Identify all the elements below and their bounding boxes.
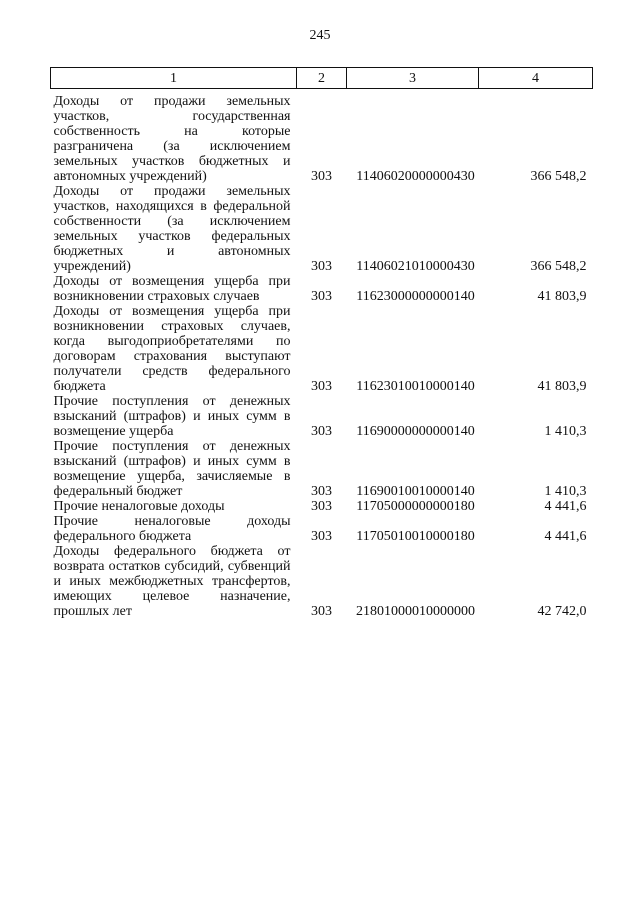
table-row	[51, 274, 593, 304]
amount: 41 803,9	[537, 289, 587, 304]
admin-code: 303	[311, 424, 332, 439]
kbk-code: 11406020000000430	[356, 169, 475, 184]
table-header-row	[51, 68, 593, 89]
revenue-description: Доходы от возмещения ущерба при возникновении страховых случаев, когда выгодоприобретателями по договорам страхования выступают получатели средств федерального бюджета	[53, 304, 291, 394]
revenue-description: Доходы федерального бюджета от возврата остатков субсидий, субвенций и иных межбюджетных трансфертов, имеющих целевое назначение, прошлых лет	[53, 544, 291, 619]
amount: 1 410,3	[544, 424, 587, 439]
amount: 42 742,0	[537, 604, 587, 619]
revenue-description: Прочие поступления от денежных взысканий (штрафов) и иных сумм в возмещение ущерба	[53, 394, 291, 439]
table-row	[51, 514, 593, 544]
header-col-1: 1	[51, 68, 297, 89]
amount: 366 548,2	[530, 259, 587, 274]
admin-code: 303	[311, 484, 332, 499]
table-row	[51, 184, 593, 274]
admin-code: 303	[311, 529, 332, 544]
kbk-code: 21801000010000000	[356, 604, 475, 619]
kbk-code: 11705010010000180	[356, 529, 475, 544]
header-col-3: 3	[347, 68, 479, 89]
admin-code: 303	[311, 169, 332, 184]
kbk-code: 11690010010000140	[356, 484, 475, 499]
admin-code: 303	[311, 289, 332, 304]
revenue-description: Доходы от продажи земельных участков, государственная собственность на которые разграничена (за исключением земельных участков бюджетных и автономных учреждений)	[53, 94, 291, 184]
table-row	[51, 89, 593, 185]
amount: 4 441,6	[544, 499, 587, 514]
amount: 41 803,9	[537, 379, 587, 394]
admin-code: 303	[311, 604, 332, 619]
table-row	[51, 394, 593, 439]
kbk-code: 11690000000000140	[356, 424, 475, 439]
revenue-description: Прочие поступления от денежных взысканий (штрафов) и иных сумм в возмещение ущерба, зачисляемые в федеральный бюджет	[53, 439, 291, 499]
revenue-description: Прочие неналоговые доходы федерального бюджета	[53, 514, 291, 544]
table-row	[51, 499, 593, 514]
kbk-code: 11406021010000430	[356, 259, 475, 274]
amount: 4 441,6	[544, 529, 587, 544]
revenue-description: Прочие неналоговые доходы	[53, 499, 225, 514]
budget-revenue-table	[50, 67, 593, 619]
table-row	[51, 304, 593, 394]
admin-code: 303	[311, 499, 332, 514]
amount: 366 548,2	[530, 169, 587, 184]
kbk-code: 11623010010000140	[356, 379, 475, 394]
kbk-code: 11623000000000140	[356, 289, 475, 304]
kbk-code: 11705000000000180	[356, 499, 475, 514]
amount: 1 410,3	[544, 484, 587, 499]
table-row	[51, 439, 593, 499]
admin-code: 303	[311, 379, 332, 394]
header-col-2: 2	[297, 68, 347, 89]
header-col-4: 4	[479, 68, 593, 89]
revenue-description: Доходы от возмещения ущерба при возникновении страховых случаев	[53, 274, 291, 304]
page-number: 245	[309, 28, 331, 43]
admin-code: 303	[311, 259, 332, 274]
table-row	[51, 544, 593, 619]
revenue-description: Доходы от продажи земельных участков, находящихся в федеральной собственности (за исключением земельных участков федеральных бюджетных и автономных учреждений)	[53, 184, 291, 274]
